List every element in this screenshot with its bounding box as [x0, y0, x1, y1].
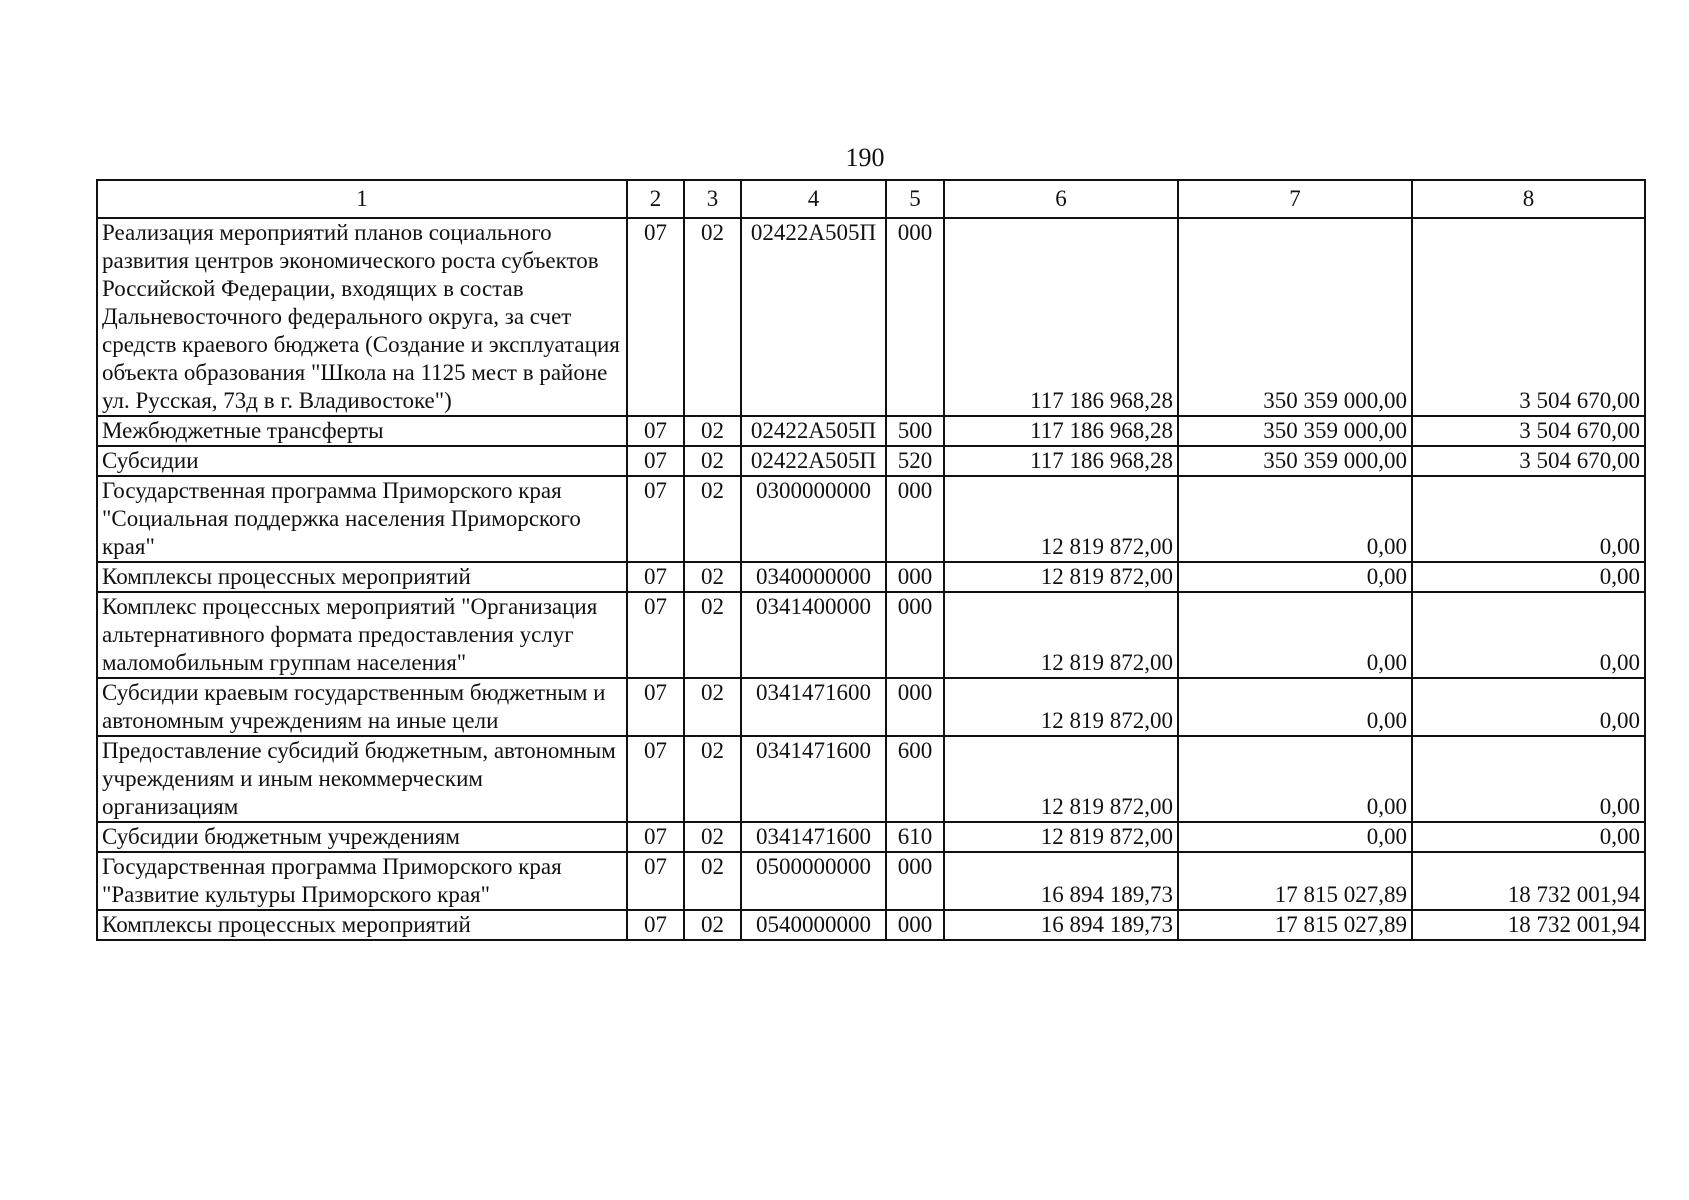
row-name: Субсидии бюджетным учреждениям [97, 822, 627, 852]
amount-col7: 350 359 000,00 [1178, 218, 1412, 416]
subsection-code: 02 [684, 852, 741, 910]
amount-col8: 18 732 001,94 [1412, 910, 1645, 940]
section-code: 07 [627, 852, 684, 910]
section-code: 07 [627, 562, 684, 592]
expense-type-code: 610 [886, 822, 944, 852]
section-code: 07 [627, 822, 684, 852]
section-code: 07 [627, 592, 684, 678]
amount-col6: 16 894 189,73 [944, 852, 1178, 910]
amount-col6: 12 819 872,00 [944, 592, 1178, 678]
row-name: Субсидии [97, 446, 627, 476]
row-name: Субсидии краевым государственным бюджетным и автономным учреждениям на иные цели [97, 678, 627, 736]
amount-col6: 117 186 968,28 [944, 416, 1178, 446]
subsection-code: 02 [684, 736, 741, 822]
target-article-code: 02422А505П [741, 218, 886, 416]
section-code: 07 [627, 910, 684, 940]
expense-type-code: 000 [886, 476, 944, 562]
row-name: Государственная программа Приморского края "Развитие культуры Приморского края" [97, 852, 627, 910]
header-row [97, 180, 1645, 218]
expense-type-code: 000 [886, 562, 944, 592]
amount-col6: 12 819 872,00 [944, 476, 1178, 562]
amount-col8: 3 504 670,00 [1412, 416, 1645, 446]
amount-col6: 12 819 872,00 [944, 678, 1178, 736]
amount-col6: 12 819 872,00 [944, 736, 1178, 822]
section-code: 07 [627, 476, 684, 562]
amount-col6: 117 186 968,28 [944, 218, 1178, 416]
expense-type-code: 000 [886, 910, 944, 940]
amount-col7: 17 815 027,89 [1178, 910, 1412, 940]
amount-col6: 12 819 872,00 [944, 562, 1178, 592]
amount-col7: 0,00 [1178, 678, 1412, 736]
column-header: 4 [741, 180, 886, 218]
column-header: 7 [1178, 180, 1412, 218]
target-article-code: 0341471600 [741, 678, 886, 736]
subsection-code: 02 [684, 218, 741, 416]
expense-type-code: 000 [886, 852, 944, 910]
amount-col7: 0,00 [1178, 736, 1412, 822]
subsection-code: 02 [684, 416, 741, 446]
amount-col8: 0,00 [1412, 592, 1645, 678]
column-header: 5 [886, 180, 944, 218]
section-code: 07 [627, 736, 684, 822]
row-name: Комплекс процессных мероприятий "Организация альтернативного формата предоставления услуг маломобильным группам населения" [97, 592, 627, 678]
subsection-code: 02 [684, 562, 741, 592]
table-row [97, 446, 1645, 476]
subsection-code: 02 [684, 822, 741, 852]
expense-type-code: 000 [886, 592, 944, 678]
target-article-code: 02422А505П [741, 446, 886, 476]
subsection-code: 02 [684, 592, 741, 678]
target-article-code: 0341400000 [741, 592, 886, 678]
target-article-code: 02422А505П [741, 416, 886, 446]
subsection-code: 02 [684, 678, 741, 736]
row-name: Межбюджетные трансферты [97, 416, 627, 446]
column-header: 6 [944, 180, 1178, 218]
amount-col6: 12 819 872,00 [944, 822, 1178, 852]
target-article-code: 0340000000 [741, 562, 886, 592]
amount-col8: 0,00 [1412, 678, 1645, 736]
amount-col7: 0,00 [1178, 562, 1412, 592]
subsection-code: 02 [684, 910, 741, 940]
column-header: 3 [684, 180, 741, 218]
table-row [97, 562, 1645, 592]
row-name: Предоставление субсидий бюджетным, автономным учреждениям и иным некоммерческим организациям [97, 736, 627, 822]
amount-col8: 3 504 670,00 [1412, 218, 1645, 416]
row-name: Реализация мероприятий планов социального развития центров экономического роста субъектов Российской Федерации, входящих в состав Дальневосточного федерального округа, за счет средств краевого бюджета (Создание и эксплуатация объекта образования "Школа на 1125 мест в районе ул. Русская, 73д в г. Владивостоке") [97, 218, 627, 416]
subsection-code: 02 [684, 476, 741, 562]
section-code: 07 [627, 446, 684, 476]
row-name: Комплексы процессных мероприятий [97, 910, 627, 940]
expense-type-code: 520 [886, 446, 944, 476]
target-article-code: 0300000000 [741, 476, 886, 562]
table-row [97, 416, 1645, 446]
expense-type-code: 500 [886, 416, 944, 446]
table-row [97, 822, 1645, 852]
table-row [97, 476, 1645, 562]
table-row [97, 852, 1645, 910]
table-row [97, 218, 1645, 416]
expense-type-code: 000 [886, 678, 944, 736]
amount-col7: 350 359 000,00 [1178, 416, 1412, 446]
column-header: 2 [627, 180, 684, 218]
amount-col8: 0,00 [1412, 822, 1645, 852]
budget-table [96, 179, 1646, 941]
target-article-code: 0341471600 [741, 822, 886, 852]
amount-col7: 17 815 027,89 [1178, 852, 1412, 910]
amount-col7: 0,00 [1178, 592, 1412, 678]
amount-col7: 0,00 [1178, 476, 1412, 562]
amount-col8: 3 504 670,00 [1412, 446, 1645, 476]
amount-col8: 0,00 [1412, 736, 1645, 822]
amount-col7: 350 359 000,00 [1178, 446, 1412, 476]
row-name: Государственная программа Приморского края "Социальная поддержка населения Приморского края" [97, 476, 627, 562]
column-header: 1 [97, 180, 627, 218]
amount-col8: 0,00 [1412, 476, 1645, 562]
amount-col6: 117 186 968,28 [944, 446, 1178, 476]
amount-col7: 0,00 [1178, 822, 1412, 852]
amount-col8: 18 732 001,94 [1412, 852, 1645, 910]
table-row [97, 592, 1645, 678]
row-name: Комплексы процессных мероприятий [97, 562, 627, 592]
page-number: 190 [845, 143, 885, 172]
amount-col8: 0,00 [1412, 562, 1645, 592]
table-row [97, 910, 1645, 940]
expense-type-code: 600 [886, 736, 944, 822]
section-code: 07 [627, 218, 684, 416]
subsection-code: 02 [684, 446, 741, 476]
amount-col6: 16 894 189,73 [944, 910, 1178, 940]
expense-type-code: 000 [886, 218, 944, 416]
target-article-code: 0540000000 [741, 910, 886, 940]
target-article-code: 0500000000 [741, 852, 886, 910]
table-row [97, 678, 1645, 736]
column-header: 8 [1412, 180, 1645, 218]
target-article-code: 0341471600 [741, 736, 886, 822]
table-row [97, 736, 1645, 822]
section-code: 07 [627, 416, 684, 446]
section-code: 07 [627, 678, 684, 736]
